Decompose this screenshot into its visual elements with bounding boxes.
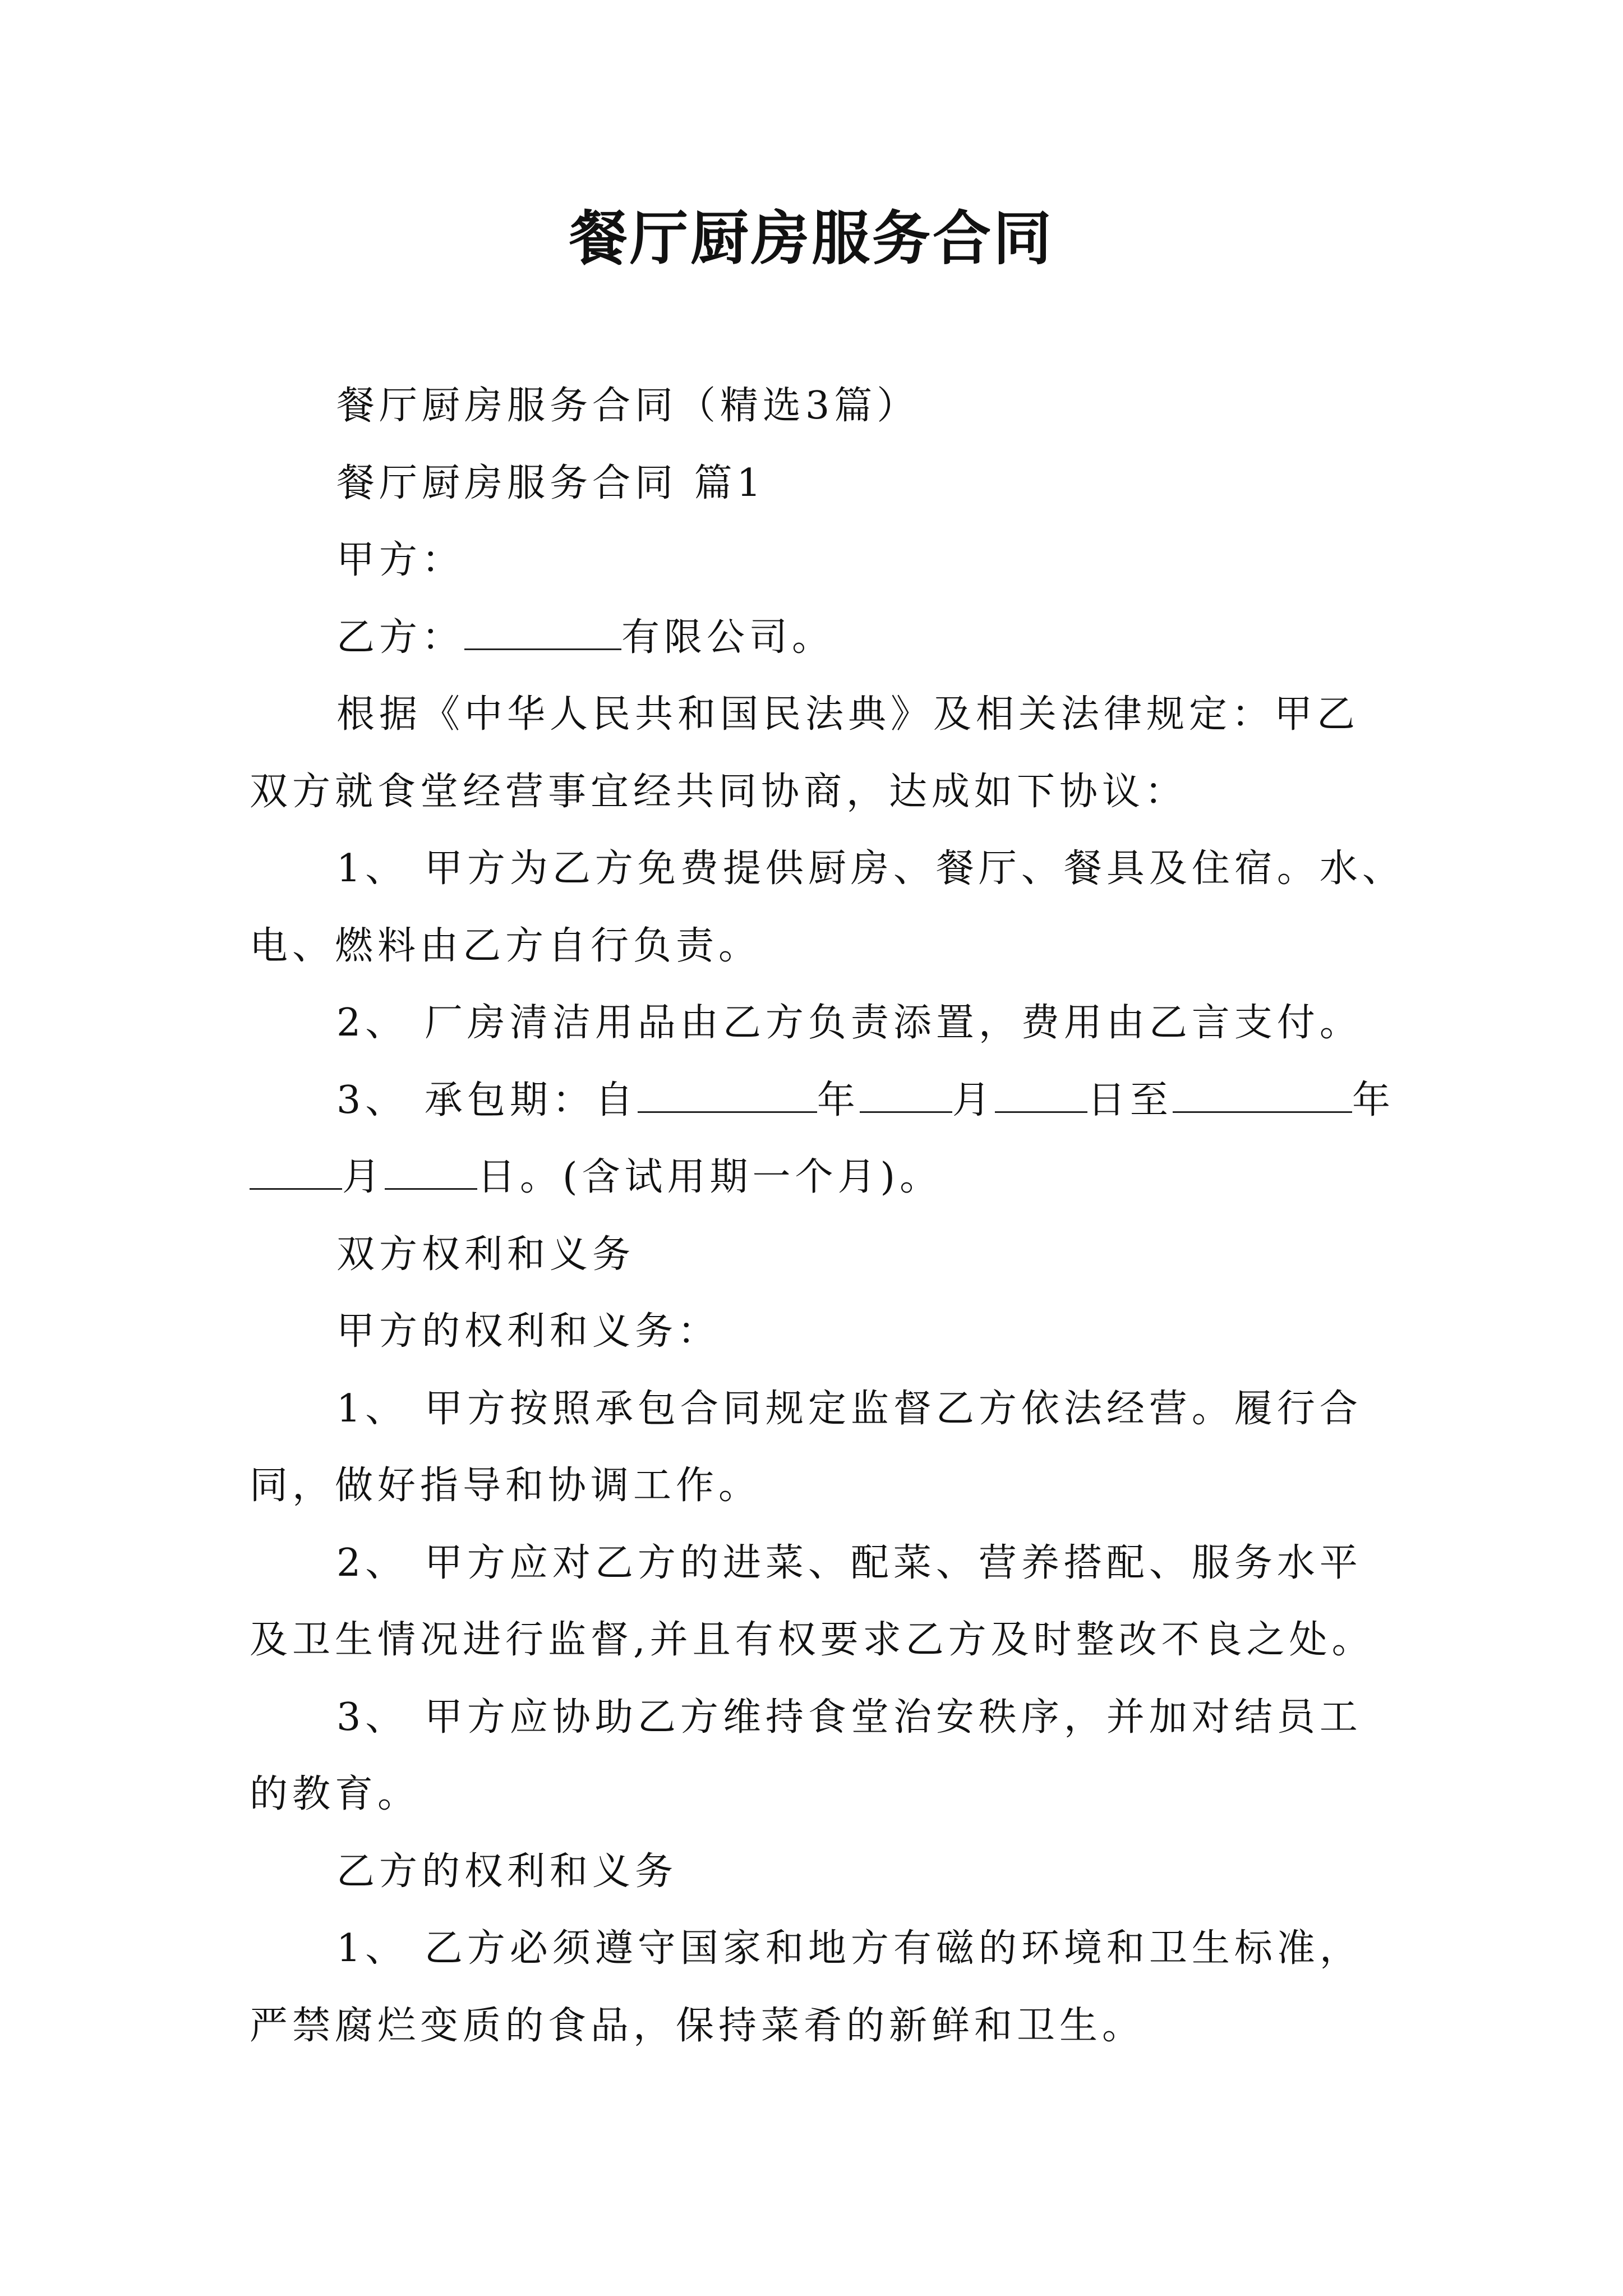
day-to-label: 日至 xyxy=(1087,1078,1173,1122)
paragraph-line: 根据《中华人民共和国民法典》及相关法律规定：甲乙 xyxy=(336,692,1360,737)
section-heading-part1: 餐厅厨房服务合同 篇1 xyxy=(336,461,766,505)
contract-period-label: 3、 承包期：自 xyxy=(336,1078,638,1122)
clause-line: 同，做好指导和协调工作。 xyxy=(250,1464,762,1508)
clause-line: 的教育。 xyxy=(250,1772,421,1816)
blank-field xyxy=(250,1156,342,1190)
clause-line: 1、 甲方为乙方免费提供厨房、餐厅、餐具及住宿。水、 xyxy=(336,846,1405,891)
clause-line: 3、 甲方应协助乙方维持食堂治安秩序，并加对结员工 xyxy=(336,1695,1362,1740)
year-label: 年 xyxy=(1352,1078,1395,1122)
year-label: 年 xyxy=(817,1078,860,1122)
party-a-label: 甲方： xyxy=(336,538,465,582)
section-heading: 甲方的权利和义务： xyxy=(336,1309,721,1354)
clause-line: 2、 甲方应对乙方的进菜、配菜、营养搭配、服务水平 xyxy=(336,1540,1362,1585)
day-label: 日。(含试用期一个月)。 xyxy=(477,1155,943,1199)
subtitle-selection: 餐厅厨房服务合同（精选3篇） xyxy=(336,384,920,428)
document-body xyxy=(250,367,1405,2064)
section-heading: 双方权利和义务 xyxy=(336,1232,635,1277)
blank-field xyxy=(638,1079,817,1113)
month-label: 月 xyxy=(342,1155,385,1199)
clause-line: 1、 甲方按照承包合同规定监督乙方依法经营。履行合 xyxy=(336,1386,1362,1431)
paragraph-line: 双方就食堂经营事宜经共同协商，达成如下协议： xyxy=(250,769,1188,814)
blank-field xyxy=(464,616,621,650)
party-b-label: 乙方： xyxy=(336,615,465,660)
document-title: 餐厅厨房服务合同 xyxy=(569,204,1054,273)
blank-field xyxy=(995,1079,1087,1113)
blank-field xyxy=(860,1079,952,1113)
month-label: 月 xyxy=(952,1078,995,1122)
clause-line: 严禁腐烂变质的食品，保持菜肴的新鲜和卫生。 xyxy=(250,2003,1145,2048)
clause-line: 及卫生情况进行监督,并且有权要求乙方及时整改不良之处。 xyxy=(250,1618,1375,1662)
blank-field xyxy=(1173,1079,1352,1113)
party-b-company-suffix: 有限公司。 xyxy=(621,615,835,660)
clause-line: 1、 乙方必须遵守国家和地方有磁的环境和卫生标准， xyxy=(336,1926,1362,1971)
contract-period-line-cont xyxy=(250,1139,1399,1216)
section-heading: 乙方的权利和义务 xyxy=(336,1849,678,1894)
clause-line: 电、燃料由乙方自行负责。 xyxy=(250,923,762,968)
contract-period-line xyxy=(250,1062,1399,1139)
blank-field xyxy=(385,1156,477,1190)
clause-line: 2、 厂房清洁用品由乙方负责添置，费用由乙言支付。 xyxy=(336,1001,1362,1045)
party-b-line xyxy=(250,599,1399,677)
